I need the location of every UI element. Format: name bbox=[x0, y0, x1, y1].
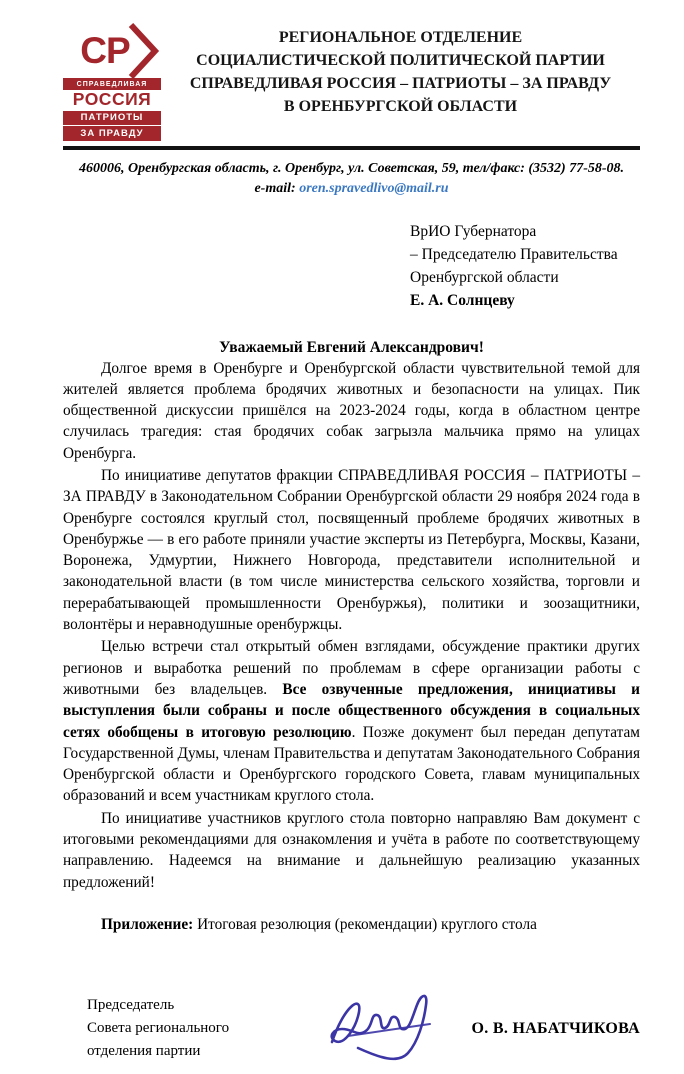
letterhead-title-line-3: СПРАВЕДЛИВАЯ РОССИЯ – ПАТРИОТЫ – ЗА ПРАВДУ bbox=[189, 75, 612, 92]
signer-title-line-2: Совета регионального bbox=[87, 1020, 230, 1037]
arrow-chevron-icon bbox=[129, 23, 159, 79]
recipient-line-3: Оренбургской области bbox=[410, 268, 559, 286]
paragraph-4: По инициативе участников круглого стола повторно направляю Вам документ с итоговыми рекомендациями для ознакомления и учёта в работе по соответствующему направлению. Надеемся на внимание и дальнейшую реализацию указанных предложений! bbox=[63, 809, 640, 891]
email-line bbox=[63, 179, 640, 199]
salutation: Уважаемый Евгений Александрович! bbox=[219, 338, 484, 356]
paragraph-3-end: . Позже документ был передан депутатам Государственной Думы, членам Правительства и депутатам Законодательного Собрания Оренбургской области и Оренбургского городского Совета, главам муниципальных образований и всем участникам круглого стола. bbox=[63, 723, 640, 805]
party-logo-line-spravedlivaya: СПРАВЕДЛИВАЯ bbox=[63, 78, 161, 90]
party-logo-initials: СР bbox=[80, 29, 130, 71]
letterhead bbox=[63, 20, 640, 141]
paragraph-3-bold: Все озвученные предложения, инициативы и выступления были собраны и после общественного обсуждения в социальных сетях обобщены в итоговую резолюцию bbox=[63, 680, 640, 741]
paragraph-2: По инициативе депутатов фракции СПРАВЕДЛИВАЯ РОССИЯ – ПАТРИОТЫ – ЗА ПРАВДУ в Законодательном Собрании Оренбургской области 29 ноября 2024 года в Оренбурге состоялся круглый стол, посвященный проблеме бродячих животных в Оренбуржье — в его работе приняли участие эксперты из Петербурга, Москвы, Казани, Воронежа, Удмуртии, Нижнего Новгорода, представители исполнительной и законодательной власти (в том числе министерства сельского хозяйства, торговли и перерабатывающей промышленности Оренбуржья), политики и зоозащитники, волонтёры и неравнодушные оренбуржцы. bbox=[63, 466, 640, 634]
contact-block bbox=[63, 159, 640, 199]
party-logo-initials-row bbox=[63, 22, 161, 78]
recipient-name: Е. А. Солнцеву bbox=[410, 291, 515, 309]
paragraph-3-start: Целью встречи стал открытый обмен взглядами, обсуждение практики других регионов и выработка решений по проблемам в сфере организации работы с животными без владельцев. bbox=[63, 638, 640, 698]
letterhead-title bbox=[161, 20, 640, 118]
signer-title bbox=[87, 994, 258, 1063]
letterhead-title-line-4: В ОРЕНБУРГСКОЙ ОБЛАСТИ bbox=[283, 98, 518, 115]
recipient-block bbox=[410, 220, 640, 312]
signer-name: О. В. НАБАТЧИКОВА bbox=[471, 1019, 640, 1037]
attachment-line bbox=[63, 916, 640, 934]
address-line: 460006, Оренбургская область, г. Оренбург, ул. Советская, 59, тел/факс: (3532) 77-58-08. bbox=[78, 160, 625, 176]
signer-title-line-1: Председатель bbox=[87, 997, 175, 1014]
recipient-line-2: – Председателю Правительства bbox=[410, 245, 618, 263]
party-logo bbox=[63, 22, 161, 141]
paragraph-1: Долгое время в Оренбурге и Оренбургской области чувствительной темой для жителей является проблема бродячих животных и безопасности на улицах. Пик общественной дискуссии пришёлся на 2023-2024 годы, когда в областном центре случилась трагедия: стая бродячих собак загрызла мальчика прямо на улицах Оренбурга. bbox=[63, 359, 640, 462]
header-divider bbox=[63, 146, 640, 150]
handwritten-signature-icon bbox=[318, 984, 458, 1074]
party-logo-line-rossiya: РОССИЯ bbox=[63, 90, 161, 110]
party-logo-line-zapravdu: ЗА ПРАВДУ bbox=[63, 126, 161, 141]
attachment-label: Приложение: bbox=[101, 915, 194, 933]
paragraph-3 bbox=[63, 636, 640, 806]
attachment-text: Итоговая резолюция (рекомендации) круглого стола bbox=[193, 915, 537, 933]
recipient-line-1: ВрИО Губернатора bbox=[410, 222, 537, 240]
email-label: e-mail: bbox=[254, 180, 300, 196]
signer-title-line-3: отделения партии bbox=[87, 1043, 201, 1060]
email-link[interactable]: oren.spravedlivo@mail.ru bbox=[299, 180, 449, 196]
letterhead-title-line-2: СОЦИАЛИСТИЧЕСКОЙ ПОЛИТИЧЕСКОЙ ПАРТИИ bbox=[196, 52, 605, 69]
signature-block bbox=[63, 984, 640, 1074]
party-logo-line-patrioty: ПАТРИОТЫ bbox=[63, 111, 161, 126]
letterhead-title-line-1: РЕГИОНАЛЬНОЕ ОТДЕЛЕНИЕ bbox=[278, 29, 523, 46]
